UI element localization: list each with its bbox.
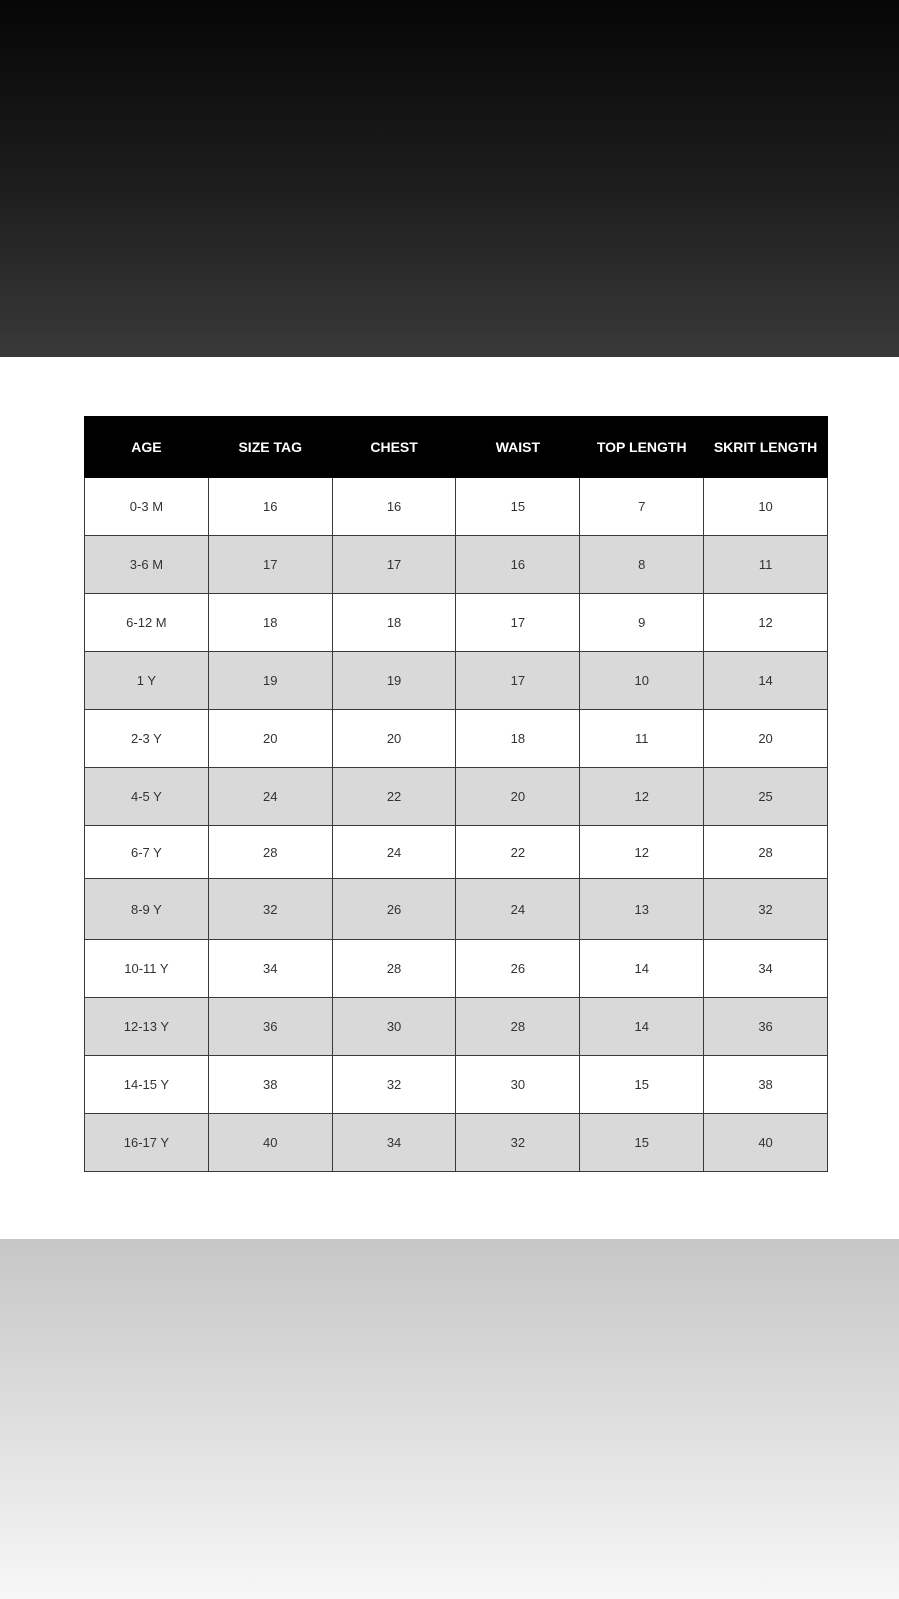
header-waist: WAIST [456,417,580,478]
cell-skirt-length: 25 [704,768,828,826]
header-skirt-length: SKRIT LENGTH [704,417,828,478]
cell-chest: 32 [332,1056,456,1114]
cell-age: 0-3 M [85,478,209,536]
cell-size-tag: 28 [208,826,332,879]
cell-skirt-length: 20 [704,710,828,768]
cell-skirt-length: 40 [704,1114,828,1172]
table-row [85,536,828,594]
header-size-tag: SIZE TAG [208,417,332,478]
cell-top-length: 11 [580,710,704,768]
cell-age: 4-5 Y [85,768,209,826]
cell-age: 2-3 Y [85,710,209,768]
cell-top-length: 14 [580,940,704,998]
cell-skirt-length: 14 [704,652,828,710]
cell-top-length: 12 [580,768,704,826]
table-row [85,710,828,768]
cell-chest: 22 [332,768,456,826]
cell-size-tag: 24 [208,768,332,826]
cell-size-tag: 18 [208,594,332,652]
cell-skirt-length: 11 [704,536,828,594]
cell-size-tag: 17 [208,536,332,594]
cell-top-length: 10 [580,652,704,710]
cell-waist: 30 [456,1056,580,1114]
cell-size-tag: 40 [208,1114,332,1172]
table-row [85,998,828,1056]
cell-chest: 28 [332,940,456,998]
cell-age: 10-11 Y [85,940,209,998]
cell-waist: 20 [456,768,580,826]
cell-size-tag: 38 [208,1056,332,1114]
cell-waist: 32 [456,1114,580,1172]
header-age: AGE [85,417,209,478]
cell-chest: 20 [332,710,456,768]
bottom-gradient-band [0,1239,899,1599]
cell-age: 14-15 Y [85,1056,209,1114]
table-row [85,940,828,998]
cell-skirt-length: 34 [704,940,828,998]
cell-waist: 15 [456,478,580,536]
table-row [85,1114,828,1172]
cell-top-length: 7 [580,478,704,536]
cell-size-tag: 32 [208,879,332,940]
cell-age: 1 Y [85,652,209,710]
cell-waist: 17 [456,652,580,710]
cell-top-length: 14 [580,998,704,1056]
cell-age: 8-9 Y [85,879,209,940]
cell-age: 16-17 Y [85,1114,209,1172]
cell-waist: 22 [456,826,580,879]
cell-waist: 18 [456,710,580,768]
cell-age: 12-13 Y [85,998,209,1056]
cell-waist: 17 [456,594,580,652]
cell-skirt-length: 28 [704,826,828,879]
cell-chest: 18 [332,594,456,652]
cell-chest: 16 [332,478,456,536]
table-row [85,768,828,826]
header-row [85,417,828,478]
table-row [85,652,828,710]
cell-age: 6-7 Y [85,826,209,879]
cell-chest: 26 [332,879,456,940]
cell-top-length: 15 [580,1056,704,1114]
table-row [85,594,828,652]
cell-chest: 24 [332,826,456,879]
cell-chest: 34 [332,1114,456,1172]
cell-size-tag: 34 [208,940,332,998]
table-row [85,826,828,879]
cell-skirt-length: 36 [704,998,828,1056]
cell-top-length: 8 [580,536,704,594]
cell-size-tag: 20 [208,710,332,768]
cell-top-length: 13 [580,879,704,940]
table-row [85,879,828,940]
cell-skirt-length: 38 [704,1056,828,1114]
cell-skirt-length: 32 [704,879,828,940]
header-chest: CHEST [332,417,456,478]
cell-chest: 17 [332,536,456,594]
table-row [85,478,828,536]
header-top-length: TOP LENGTH [580,417,704,478]
cell-top-length: 15 [580,1114,704,1172]
cell-chest: 30 [332,998,456,1056]
cell-chest: 19 [332,652,456,710]
cell-skirt-length: 10 [704,478,828,536]
cell-skirt-length: 12 [704,594,828,652]
cell-top-length: 9 [580,594,704,652]
cell-age: 3-6 M [85,536,209,594]
cell-top-length: 12 [580,826,704,879]
cell-waist: 28 [456,998,580,1056]
cell-waist: 24 [456,879,580,940]
cell-waist: 26 [456,940,580,998]
cell-size-tag: 16 [208,478,332,536]
size-chart-table [84,416,828,1172]
table-row [85,1056,828,1114]
top-gradient-band [0,0,899,357]
cell-waist: 16 [456,536,580,594]
cell-size-tag: 36 [208,998,332,1056]
cell-size-tag: 19 [208,652,332,710]
cell-age: 6-12 M [85,594,209,652]
